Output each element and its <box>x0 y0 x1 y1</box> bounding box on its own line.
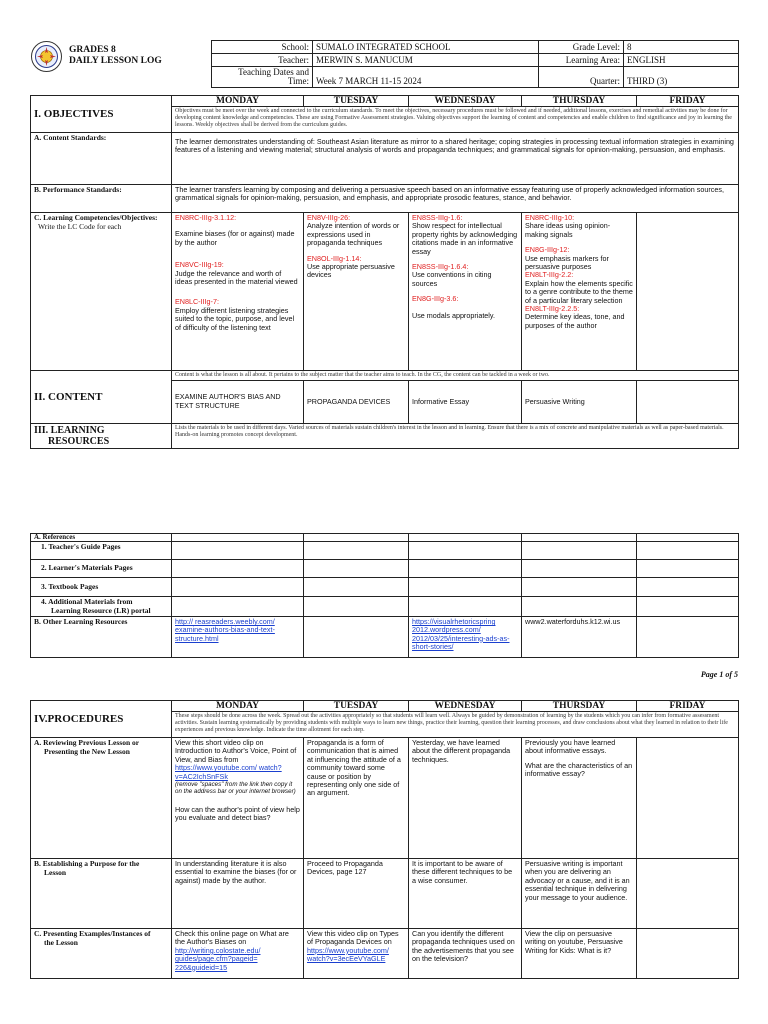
day-thursday: THURSDAY <box>522 96 637 107</box>
resource-link-wednesday[interactable]: https://visualrhetoricspring 2012.wordpress.com/ 2012/03/25/interesting-ads-as-short-stories/ <box>412 617 510 652</box>
day-wednesday: WEDNESDAY <box>409 701 522 712</box>
quarter-value: THIRD (3) <box>624 67 739 88</box>
competencies-label <box>31 213 172 371</box>
examples-wednesday: Can you identify the different propaganda techniques used on the advertisements that you see on the television? <box>409 929 522 979</box>
day-wednesday: WEDNESDAY <box>409 96 522 107</box>
review-thursday-question: What are the characteristics of an informative essay? <box>525 760 633 779</box>
review-monday-link[interactable]: https://www.youtube.com/ watch?v=AC2IchSnFSk <box>175 763 282 781</box>
dates-label <box>212 67 313 88</box>
day-monday: MONDAY <box>172 96 304 107</box>
objectives-table <box>30 95 739 449</box>
day-tuesday: TUESDAY <box>304 96 409 107</box>
header-title-grade: GRADES 8 <box>69 45 116 55</box>
content-tuesday: PROPAGANDA DEVICES <box>304 380 409 423</box>
competencies-monday <box>172 213 304 371</box>
competencies-friday <box>637 213 739 371</box>
competencies-label-hint: Write the LC Code for each <box>38 221 122 231</box>
content-monday: EXAMINE AUTHOR'S BIAS AND TEXT STRUCTURE <box>172 380 304 423</box>
performance-standards-label: B. Performance Standards: <box>31 185 172 213</box>
review-thursday-text: Previously you have learned about informative essays. <box>525 738 616 756</box>
content-thursday: Persuasive Writing <box>522 380 637 423</box>
lc-text: Analyze intention of words or expressions used in propaganda techniques <box>307 221 400 248</box>
lc-text: Share ideas using opinion-making signals <box>525 221 611 239</box>
resources-label <box>31 423 172 448</box>
resource-text-thursday: www2.waterforduhs.k12.wi.us <box>522 617 637 658</box>
examples-monday <box>172 929 304 979</box>
learning-area-label: Learning Area: <box>539 54 624 67</box>
competencies-wednesday <box>409 213 522 371</box>
other-resources-label: B. Other Learning Resources <box>31 617 172 658</box>
competencies-thursday <box>522 213 637 371</box>
lc-code: EN8LT-IIIg-2.2.5: <box>525 304 580 314</box>
additional-materials-label <box>31 597 172 617</box>
review-monday-question: How can the author's point of view help you evaluate and detect bias? <box>175 805 300 823</box>
content-label: II. CONTENT <box>31 371 172 424</box>
resources-label-line1: III. LEARNING <box>34 424 105 436</box>
header-title-log: DAILY LESSON LOG <box>69 56 162 66</box>
content-standards-label: A. Content Standards: <box>31 133 172 185</box>
procedures-table <box>30 700 739 979</box>
examples-label-line1: C. Presenting Examples/Instances of <box>34 929 151 938</box>
review-thursday <box>522 738 637 859</box>
deped-seal-logo <box>31 41 62 72</box>
objectives-note: Objectives must be meet over the week and connected to the curriculum standards. To meet the objectives, necessary procedures must be followed and if needed, additional lessons, exercises and remedial activities may be done for developing content knowledge and competencies. These are using Formative Assessment strategies. Valuing objectives support the learning of content and competencies and enable children to find significance and joy in learning the lessons. Weekly objectives shall be derived from the curriculum guides. <box>172 107 739 133</box>
lc-text: Use emphasis markers for persuasive purposes <box>525 253 609 272</box>
day-monday: MONDAY <box>172 701 304 712</box>
purpose-friday <box>637 859 739 929</box>
quarter-label: Quarter: <box>539 67 624 88</box>
purpose-wednesday: It is important to be aware of these different techniques to be a wise consumer. <box>409 859 522 929</box>
day-tuesday: TUESDAY <box>304 701 409 712</box>
examples-tuesday-link[interactable]: https://www.youtube.com/ watch?v=3ecEeVYaGLE <box>307 945 389 964</box>
lc-code: EN8V-IIIg-26: <box>307 213 351 222</box>
lc-code: EN8G-IIIg-3.6: <box>412 294 459 304</box>
day-friday: FRIDAY <box>637 701 739 712</box>
dates-label-line2: Time: <box>287 76 309 86</box>
lc-text: Use conventions in citing sources <box>412 270 492 288</box>
purpose-tuesday: Proceed to Propaganda Devices, page 127 <box>304 859 409 929</box>
lc-code: EN8SS-IIIg-1.6.4: <box>412 262 469 272</box>
teacher-label: Teacher: <box>212 54 313 67</box>
content-wednesday: Informative Essay <box>409 380 522 423</box>
learners-materials-label: 2. Learner's Materials Pages <box>31 560 172 578</box>
resources-table <box>30 533 739 658</box>
additional-materials-line2: Learning Resource (LR) portal <box>51 605 151 615</box>
competencies-tuesday <box>304 213 409 371</box>
examples-label-line2: the Lesson <box>44 937 78 947</box>
lc-code: EN8OL-IIIg-1.14: <box>307 253 362 263</box>
lc-code: EN8SS-IIIg-1.6: <box>412 213 463 222</box>
grade-level-value: 8 <box>624 41 739 54</box>
resources-label-line2: RESOURCES <box>48 435 110 447</box>
textbook-label: 3. Textbook Pages <box>31 578 172 597</box>
teacher-value: MERWIN S. MANUCUM <box>313 54 539 67</box>
review-monday <box>172 738 304 859</box>
lc-code: EN8RC-IIIg-10: <box>525 213 575 222</box>
examples-monday-text: Check this online page on What are the Author's Biases on <box>175 929 289 947</box>
procedures-label: IV.PROCEDURES <box>31 701 172 738</box>
examples-thursday: View the clip on persuasive writing on youtube, Persuasive Writing for Kids: What is it? <box>522 929 637 979</box>
performance-standards-text: The learner transfers learning by composing and delivering a persuasive speech based on an informative essay featuring use of properly acknowledged information sources, grammatical signals for opinion-making, persuasion, and emphasis, and appropriate prosodic features, stance, and behavior. <box>172 185 739 213</box>
resources-note: Lists the materials to be used in different days. Varied sources of materials sustain children's interest in the lesson and in learning. Ensure that there is a mix of concrete and manipulative materials as well as paper-based materials. Hands-on learning promotes concept development. <box>172 423 739 448</box>
procedures-note: These steps should be done across the week. Spread out the activities appropriately so that students will learn well. Always be guided by demonstration of learning by the students which you can infer from formative assessment activities. Sustain learning systematically by providing students with multiple ways to learn new things, practice their learning, question their learning processes, and draw conclusions about what they learned in relation to their life experiences and previous knowledge. Indicate the time allotment for each step. <box>172 712 739 738</box>
lc-text: Explain how the elements specific to a genre contribute to the theme of a particular literary selection <box>525 278 633 305</box>
review-lesson-line2: Presenting the New Lesson <box>44 746 130 756</box>
school-value: SUMALO INTEGRATED SCHOOL <box>313 41 539 54</box>
competencies-label-title: C. Learning Competencies/Objectives: <box>34 213 158 222</box>
purpose-label-line1: B. Establishing a Purpose for the <box>34 859 140 868</box>
lc-text: Examine biases (for or against) made by the author <box>175 229 295 247</box>
lc-code: EN8LT-IIIg-2.2: <box>525 270 574 280</box>
lc-text: Use modals appropriately. <box>412 310 495 320</box>
lc-text: Determine key ideas, tone, and purposes of the author <box>525 312 625 330</box>
purpose-label <box>31 859 172 929</box>
review-wednesday: Yesterday, we have learned about the different propaganda techniques. <box>409 738 522 859</box>
objectives-label: I. OBJECTIVES <box>31 96 172 133</box>
additional-materials-line1: 4. Additional Materials from <box>41 597 133 606</box>
lc-code: EN8RC-IIIg-3.1.12: <box>175 213 237 222</box>
examples-tuesday <box>304 929 409 979</box>
lc-text: Use appropriate persuasive devices <box>307 262 395 280</box>
learning-area-value: ENGLISH <box>624 54 739 67</box>
dates-label-line1: Teaching Dates and <box>238 67 309 77</box>
school-label: School: <box>212 41 313 54</box>
resource-link-monday[interactable]: http:// reasreaders.weebly.com/ examine-authors-bias-and-text-structure.html <box>175 617 275 643</box>
examples-label <box>31 929 172 979</box>
examples-friday <box>637 929 739 979</box>
header-info-table <box>211 40 739 88</box>
references-label: A. References <box>31 534 172 542</box>
lc-text: Show respect for intellectual property rights by acknowledging citations made in an informative essay <box>412 221 518 256</box>
examples-monday-link[interactable]: http://writing.colostate.edu/ guides/page.cfm?pageid= 226&guideid=15 <box>175 945 261 972</box>
grade-level-label: Grade Level: <box>539 41 624 54</box>
day-thursday: THURSDAY <box>522 701 637 712</box>
content-note: Content is what the lesson is all about. It pertains to the subject matter that the teacher aims to teach. In the CG, the content can be tackled in a week or two. <box>172 371 739 381</box>
content-standards-text: The learner demonstrates understanding of: Southeast Asian literature as mirror to a shared heritage; coping strategies in processing textual information strategies in examining features of a listening and viewing material; structural analysis of words and propaganda techniques; and grammatical signals for opinion-making, persuasion, and emphasis. <box>172 133 739 185</box>
lc-code: EN8LC-IIIg-7: <box>175 297 219 307</box>
purpose-thursday: Persuasive writing is important when you are delivering an advocacy or a cause, and it is an essential technique in delivering your message to your audience. <box>522 859 637 929</box>
review-friday <box>637 738 739 859</box>
day-friday: FRIDAY <box>637 96 739 107</box>
review-lesson-line1: A. Reviewing Previous Lesson or <box>34 738 140 747</box>
lc-code: EN8G-IIIg-12: <box>525 245 570 255</box>
review-tuesday: Propaganda is a form of communication that is aimed at influencing the attitude of a community toward some cause or position by representing only one side of an argument. <box>304 738 409 859</box>
header-title <box>69 45 162 67</box>
dates-value: Week 7 MARCH 11-15 2024 <box>313 67 539 88</box>
review-lesson-label <box>31 738 172 859</box>
lc-text: Employ different listening strategies suited to the topic, purpose, and level of difficulty of the listening text <box>175 305 295 332</box>
purpose-monday: In understanding literature it is also essential to examine the biases (for or against) made by the author. <box>172 859 304 929</box>
examples-tuesday-text: View this video clip on Types of Propaganda Devices on <box>307 929 399 947</box>
lc-text: Judge the relevance and worth of ideas presented in the material viewed <box>175 268 298 287</box>
review-monday-text: View this short video clip on Introduction to Author's Voice, Point of View, and Bias from <box>175 738 297 764</box>
page-number: Page 1 of 5 <box>700 670 738 679</box>
review-monday-hint: (remove "spaces" from the link then copy it on the address bar or your internet browser) <box>175 781 296 796</box>
teachers-guide-label: 1. Teacher's Guide Pages <box>31 542 172 560</box>
purpose-label-line2: Lesson <box>44 867 67 877</box>
content-friday <box>637 380 739 423</box>
lc-code: EN8VC-IIIg-19: <box>175 260 224 270</box>
